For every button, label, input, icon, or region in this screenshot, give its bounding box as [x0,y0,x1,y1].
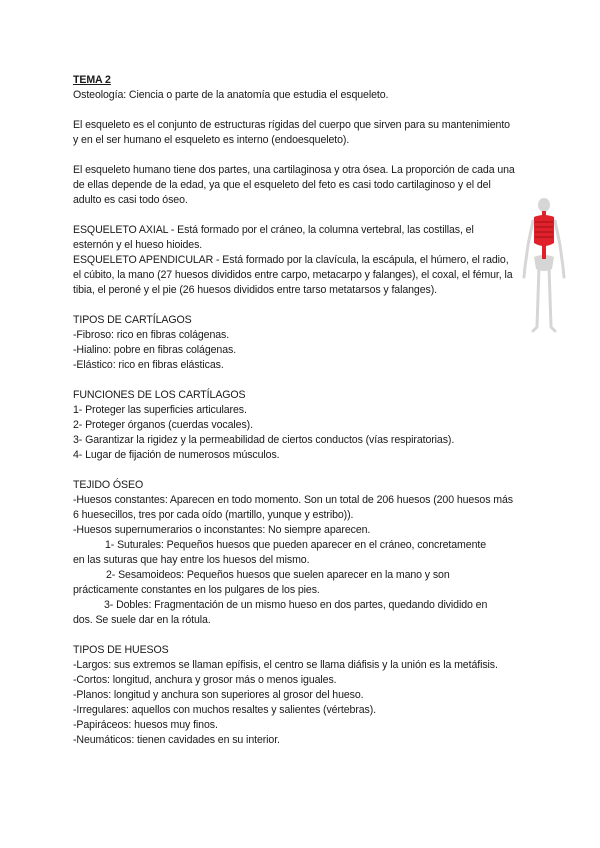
sesamoideos-continuation: prácticamente constantes en los pulgares de los pies. [73,584,320,596]
paragraph-partes: El esqueleto humano tiene dos partes, una cartilaginosa y otra ósea. La proporción de cada una de ellas depende de la edad, ya que el esqueleto del feto es casi todo cartilaginoso y el del adulto es casi todo óseo. [73,164,515,206]
sesamoideos-line: 2- Sesamoideos: Pequeños huesos que suelen aparecer en la mano y son [106,569,450,581]
skeleton-axial-text: ESQUELETO AXIAL - Está formado por el cráneo, la columna vertebral, las costillas, el esternón y el hueso hioides. [73,224,474,251]
list-item: -Neumáticos: tienen cavidades en su interior. [73,734,280,746]
list-item: 3- Garantizar la rigidez y la permeabilidad de ciertos conductos (vías respiratorias). [73,434,455,446]
list-item: -Irregulares: aquellos con muchos resaltes y salientes (vértebras). [73,704,377,716]
list-item: 2- Proteger órganos (cuerdas vocales). [73,419,253,431]
huesos-constantes-text: -Huesos constantes: Aparecen en todo momento. Son un total de 206 huesos (200 huesos más 6 huesecillos, tres por cada oído (martillo, yunque y estribo)). [73,494,513,521]
funciones-heading: FUNCIONES DE LOS CARTÍLAGOS [73,389,246,401]
list-item: -Elástico: rico en fibras elásticas. [73,359,224,371]
suturales-line: 1- Suturales: Pequeños huesos que pueden aparecer en el cráneo, concretamente [105,539,487,551]
tipos-huesos-heading: TIPOS DE HUESOS [73,644,169,656]
document-body [73,73,515,748]
list-item: -Largos: sus extremos se llaman epífisis, el centro se llama diáfisis y la unión es la metáfisis. [73,659,498,671]
dobles-continuation: dos. Se suele dar en la rótula. [73,614,211,626]
definition-text: Osteología: Ciencia o parte de la anatomía que estudia el esqueleto. [73,89,389,101]
list-item: -Fibroso: rico en fibras colágenas. [73,329,230,341]
skeleton-apendicular-text: ESQUELETO APENDICULAR - Está formado por la clavícula, la escápula, el húmero, el radio, el cúbito, la mano (27 huesos divididos entre carpo, metacarpo y falanges), el coxal, el fémur, la tibia, el peroné y el pie (26 huesos divididos entre tarso metatarsos y falanges). [73,254,513,296]
paragraph-esqueleto: El esqueleto es el conjunto de estructuras rígidas del cuerpo que sirven para su mantenimiento y en el ser humano el esqueleto es interno (endoesqueleto). [73,119,510,146]
cartilagos-heading: TIPOS DE CARTÍLAGOS [73,314,192,326]
suturales-continuation: en las suturas que hay entre los huesos del mismo. [73,554,310,566]
list-item: -Planos: longitud y anchura son superiores al grosor del hueso. [73,689,364,701]
tejido-heading: TEJIDO ÓSEO [73,479,144,491]
list-item: -Cortos: longitud, anchura y grosor más o menos iguales. [73,674,337,686]
page-title: TEMA 2 [73,74,111,86]
list-item: 4- Lugar de fijación de numerosos músculos. [73,449,280,461]
list-item: -Papiráceos: huesos muy finos. [73,719,218,731]
list-item: -Hialino: pobre en fibras colágenas. [73,344,237,356]
huesos-supernumerarios-text: -Huesos supernumerarios o inconstantes: No siempre aparecen. [73,524,371,536]
dobles-line: 3- Dobles: Fragmentación de un mismo hueso en dos partes, quedando dividido en [104,599,488,611]
skeleton-icon [520,197,568,333]
list-item: 1- Proteger las superficies articulares. [73,404,247,416]
